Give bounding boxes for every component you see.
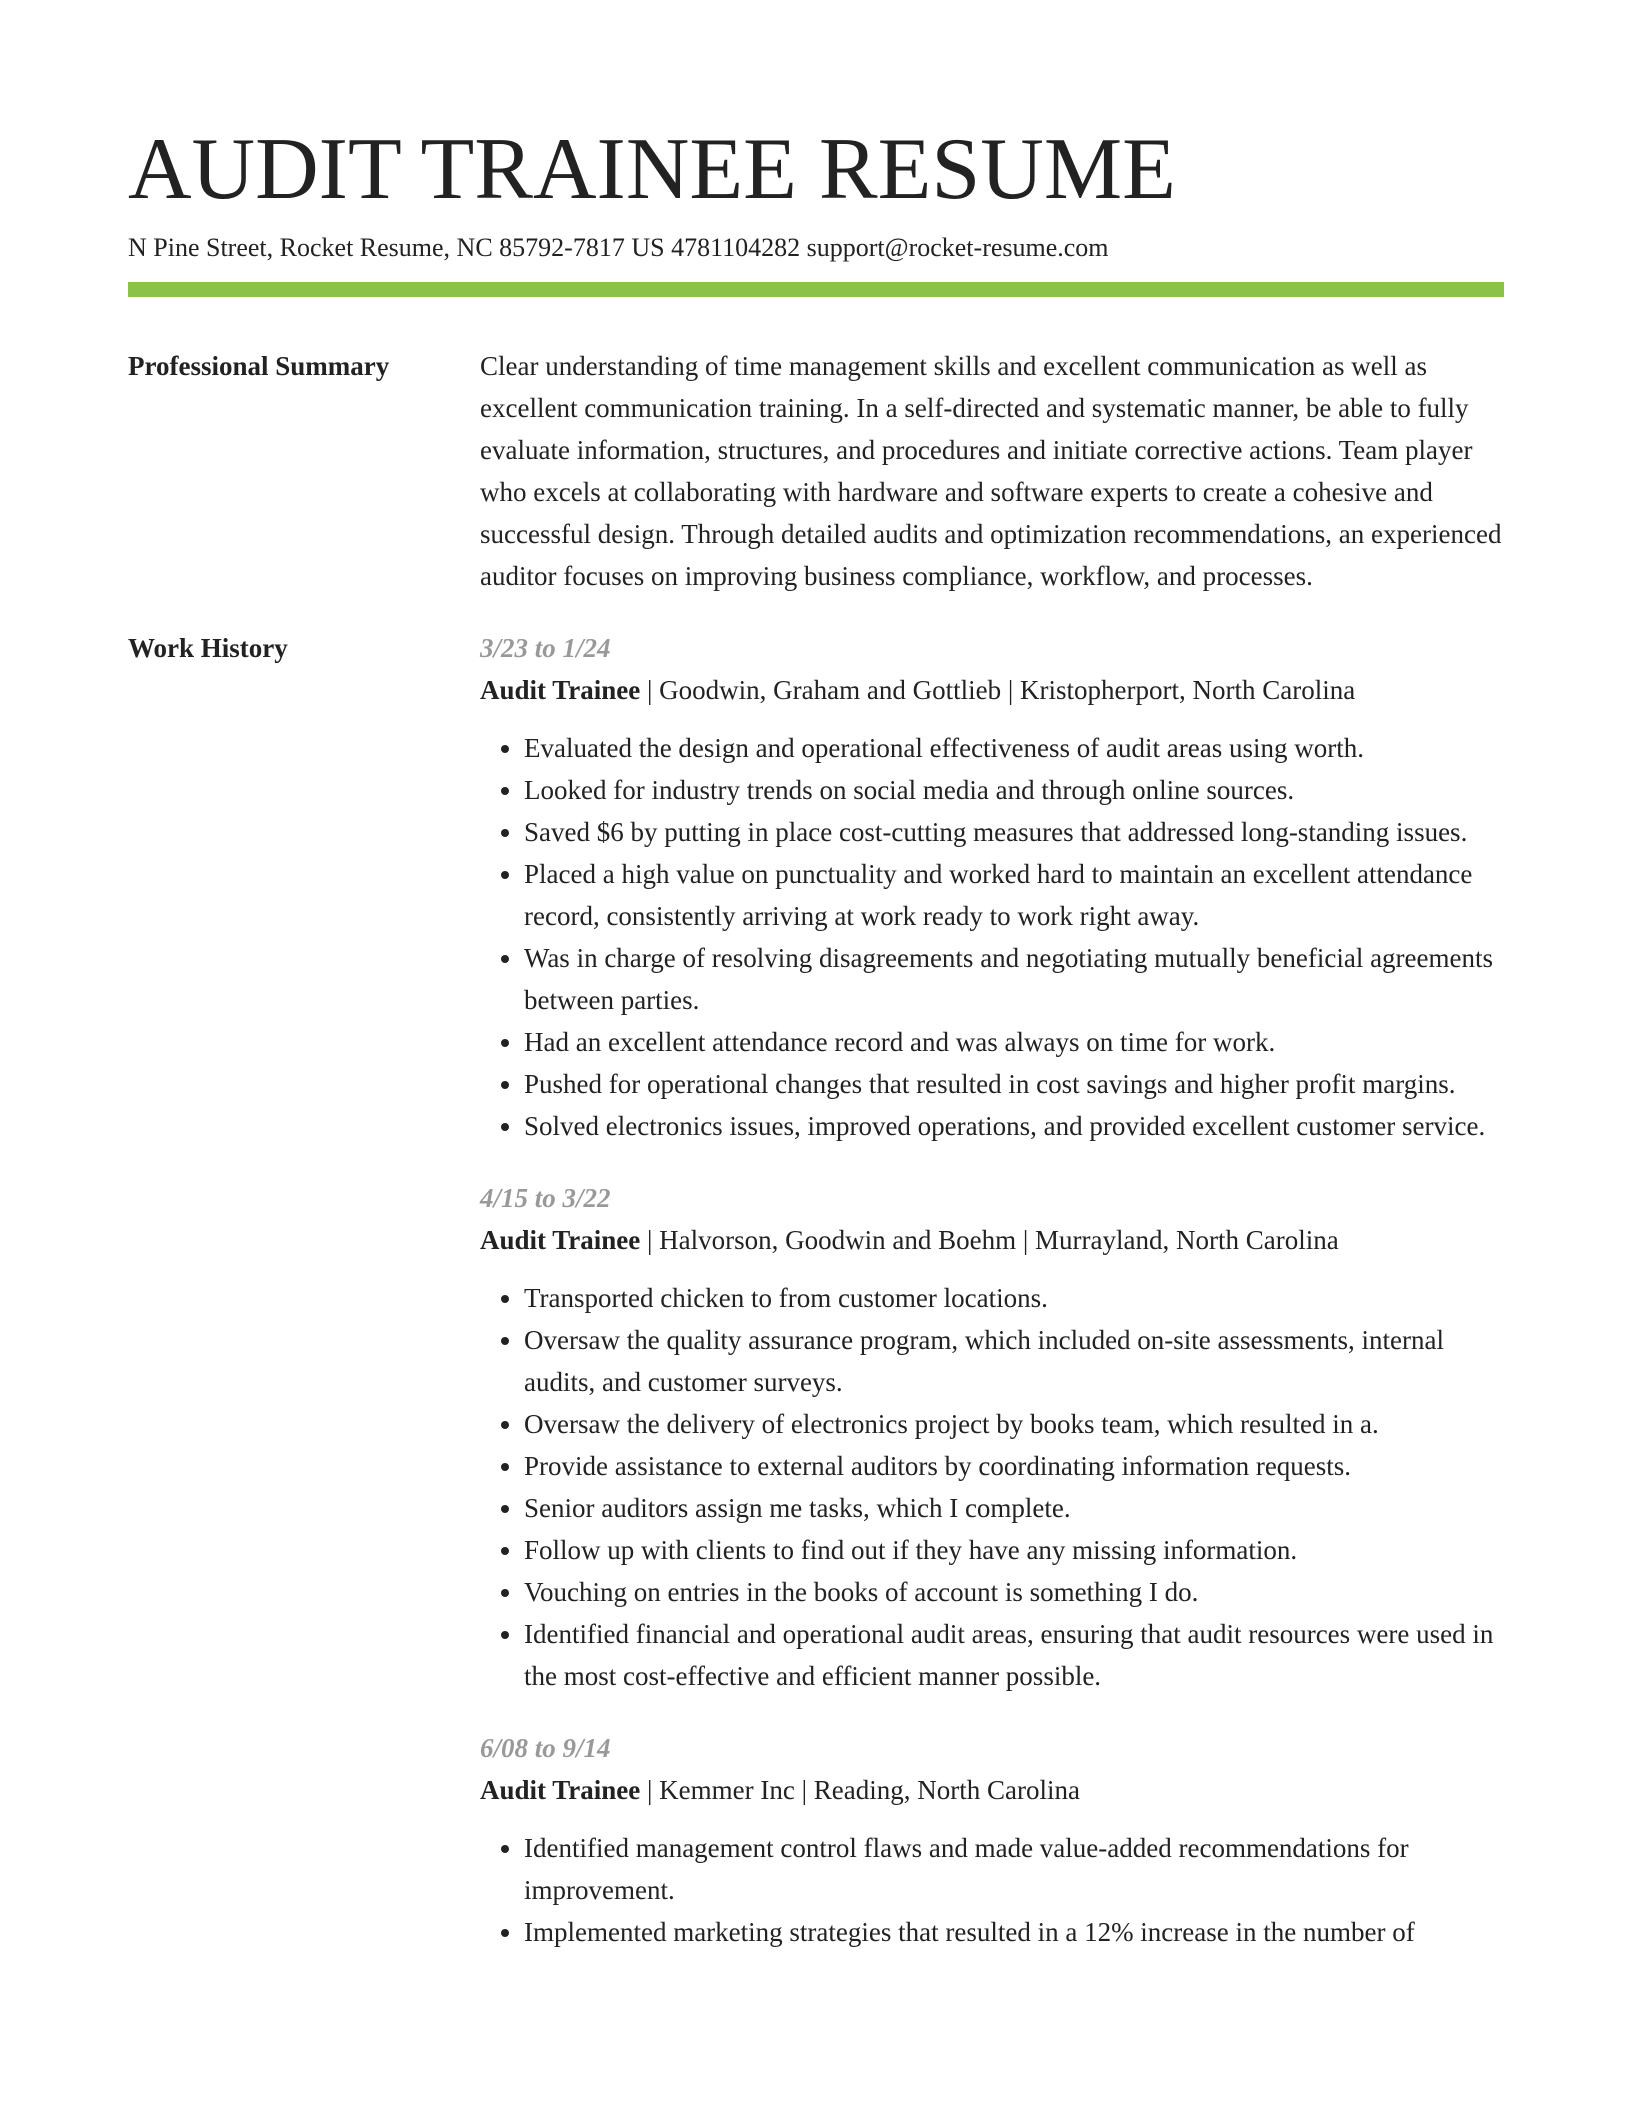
job-duties — [480, 727, 1504, 1147]
job-duty: • Solved electronics issues, improved operations, and provided excellent customer service. — [524, 1105, 1504, 1147]
job-duty: • Vouching on entries in the books of account is something I do. — [524, 1571, 1504, 1613]
job-entry — [480, 1177, 1504, 1697]
job-duty: • Pushed for operational changes that resulted in cost savings and higher profit margins. — [524, 1063, 1504, 1105]
professional-summary-heading: Professional Summary — [128, 351, 390, 381]
job-duty: • Evaluated the design and operational effectiveness of audit areas using worth. — [524, 727, 1504, 769]
job-duty: • Implemented marketing strategies that resulted in a 12% increase in the number of — [524, 1911, 1504, 1953]
job-duty: • Provide assistance to external auditors by coordinating information requests. — [524, 1445, 1504, 1487]
job-entry — [480, 627, 1504, 1147]
job-heading — [480, 1219, 1504, 1261]
job-dates: 4/15 to 3/22 — [480, 1183, 611, 1213]
resume-page — [128, 120, 1504, 1953]
job-duty: • Had an excellent attendance record and was always on time for work. — [524, 1021, 1504, 1063]
contact-line — [128, 232, 1504, 264]
job-employer: | Kemmer Inc | Reading, North Carolina — [640, 1775, 1080, 1805]
job-duty: • Placed a high value on punctuality and worked hard to maintain an excellent attendance record, consistently arriving at work ready to work right away. — [524, 853, 1504, 937]
work-history-heading: Work History — [128, 633, 288, 663]
work-history-list — [480, 627, 1504, 1953]
job-entry — [480, 1727, 1504, 1953]
job-duty: • Senior auditors assign me tasks, which I complete. — [524, 1487, 1504, 1529]
contact-email: support@rocket-resume.com — [806, 233, 1109, 262]
job-duty: • Oversaw the quality assurance program, which included on-site assessments, internal audits, and customer surveys. — [524, 1319, 1504, 1403]
job-title: Audit Trainee — [480, 1225, 641, 1255]
job-duty: • Transported chicken to from customer locations. — [524, 1277, 1504, 1319]
job-duty: • Follow up with clients to find out if they have any missing information. — [524, 1529, 1504, 1571]
job-duties — [480, 1277, 1504, 1697]
job-duties — [480, 1827, 1504, 1953]
professional-summary-text: Clear understanding of time management skills and excellent communication as well as excellent communication training. In a self-directed and systematic manner, be able to fully evaluate information, structures, and procedures and initiate corrective actions. Team player who excels at collaborating with hardware and software experts to create a cohesive and successful design. Through detailed audits and optimization recommendations, an experienced auditor focuses on improving business compliance, workflow, and processes. — [480, 351, 1502, 591]
job-duty: • Identified financial and operational audit areas, ensuring that audit resources were used in the most cost-effective and efficient manner possible. — [524, 1613, 1504, 1697]
job-heading — [480, 1769, 1504, 1811]
job-duty: • Was in charge of resolving disagreements and negotiating mutually beneficial agreements between parties. — [524, 937, 1504, 1021]
job-heading — [480, 669, 1504, 711]
resume-title: AUDIT TRAINEE RESUME — [128, 121, 1176, 218]
professional-summary-section — [128, 345, 1504, 597]
header-divider — [128, 282, 1504, 297]
job-duty: • Saved $6 by putting in place cost-cutting measures that addressed long-standing issues. — [524, 811, 1504, 853]
job-employer: | Goodwin, Graham and Gottlieb | Kristopherport, North Carolina — [640, 675, 1356, 705]
job-duty: • Identified management control flaws and made value-added recommendations for improvement. — [524, 1827, 1504, 1911]
job-duty: • Oversaw the delivery of electronics project by books team, which resulted in a. — [524, 1403, 1504, 1445]
work-history-section — [128, 627, 1504, 1953]
job-duty: • Looked for industry trends on social media and through online sources. — [524, 769, 1504, 811]
job-employer: | Halvorson, Goodwin and Boehm | Murrayland, North Carolina — [640, 1225, 1339, 1255]
job-title: Audit Trainee — [480, 675, 641, 705]
contact-address: N Pine Street, Rocket Resume, NC 85792-7817 US — [128, 233, 665, 262]
job-dates: 6/08 to 9/14 — [480, 1733, 611, 1763]
job-dates: 3/23 to 1/24 — [480, 633, 611, 663]
contact-phone: 4781104282 — [671, 233, 801, 262]
job-title: Audit Trainee — [480, 1775, 641, 1805]
